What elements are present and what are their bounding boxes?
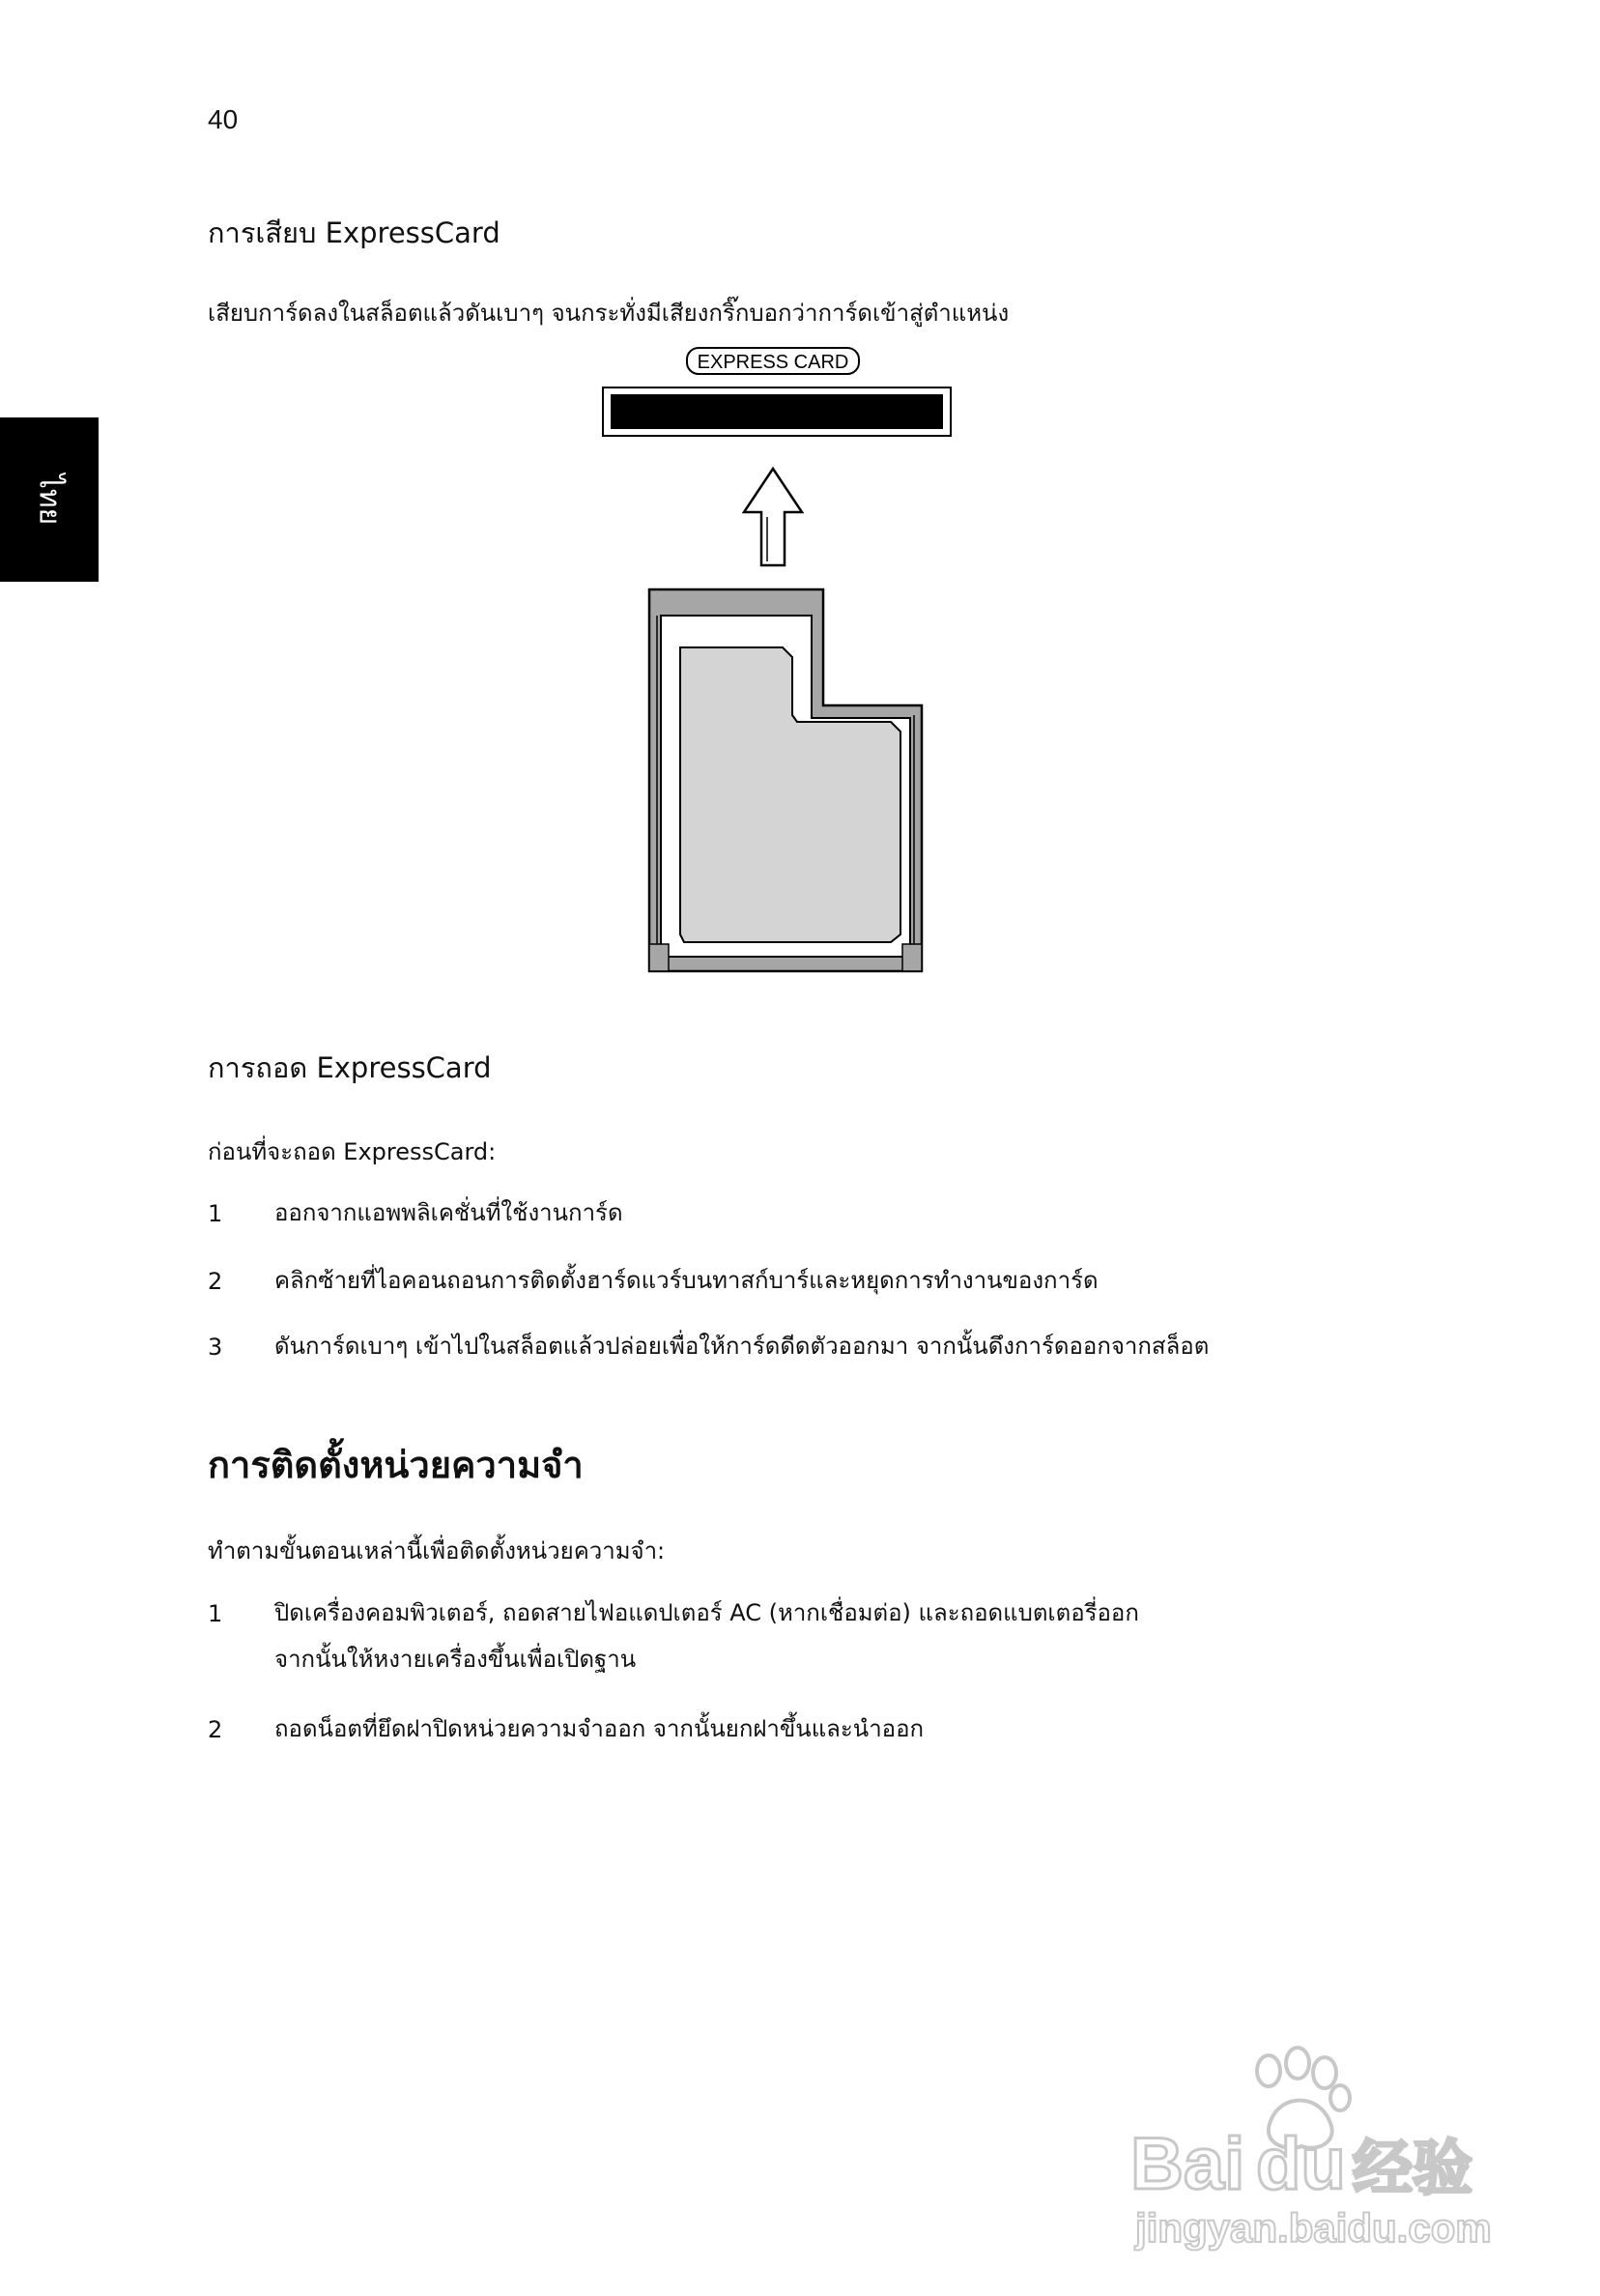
memory-step-number: 1	[208, 1600, 223, 1627]
expresscard-label-area	[680, 647, 900, 942]
language-tab	[0, 417, 99, 582]
watermark-brand-du: du	[1256, 2123, 1346, 2205]
remove-heading: การถอด ExpressCard	[208, 1051, 492, 1084]
slot-label: EXPRESS CARD	[697, 352, 849, 373]
remove-step-text: คลิกซ้ายที่ไอคอนถอนการติดตั้งฮาร์ดแวร์บนทาสก์บาร์และหยุดการทำงานของการ์ด	[274, 1267, 1099, 1294]
card-slot-opening	[611, 394, 943, 429]
page-number: 40	[208, 104, 239, 134]
remove-step-number: 3	[208, 1334, 223, 1361]
memory-step-number: 2	[208, 1716, 223, 1743]
baidu-watermark-logo	[1126, 2034, 1512, 2266]
memory-intro: ทำตามขั้นตอนเหล่านี้เพื่อติดตั้งหน่วยความจำ:	[208, 1537, 666, 1564]
memory-step-text: ถอดน็อตที่ยึดฝาปิดหน่วยความจำออก จากนั้นยกฝาขึ้นและนำออก	[274, 1715, 925, 1742]
remove-step-text: ดันการ์ดเบาๆ เข้าไปในสล็อตแล้วปล่อยเพื่อให้การ์ดดีดตัวออกมา จากนั้นดึงการ์ดออกจากสล็อต	[274, 1333, 1210, 1360]
watermark-cn: 经验	[1353, 2133, 1473, 2203]
insert-arrow-icon	[744, 469, 802, 565]
remove-step-text: ออกจากแอพพลิเคชั่นที่ใช้งานการ์ด	[274, 1199, 623, 1226]
insert-heading: การเสียบ ExpressCard	[208, 216, 500, 249]
remove-step-number: 1	[208, 1200, 223, 1227]
language-tab-label: ไทย	[32, 474, 67, 526]
remove-intro: ก่อนที่จะถอด ExpressCard:	[208, 1138, 497, 1165]
baidu-watermark	[1126, 2034, 1512, 2266]
insert-instruction: เสียบการ์ดลงในสล็อตแล้วดันเบาๆ จนกระทั่งมีเสียงกริ๊กบอกว่าการ์ดเข้าสู่ตำแหน่ง	[208, 300, 1010, 327]
watermark-url: jingyan.baidu.com	[1135, 2205, 1492, 2251]
expresscard-figure	[580, 343, 966, 981]
memory-step-text: ปิดเครื่องคอมพิวเตอร์, ถอดสายไฟอแดปเตอร์ AC (หากเชื่อมต่อ) และถอดแบตเตอรี่ออก	[274, 1599, 1139, 1626]
watermark-brand: Bai	[1130, 2123, 1245, 2205]
memory-step-text-continued: จากนั้นให้หงายเครื่องขึ้นเพื่อเปิดฐาน	[274, 1646, 637, 1673]
remove-step-number: 2	[208, 1268, 223, 1295]
expresscard-illustration	[580, 343, 966, 981]
memory-section-title: การติดตั้งหน่วยความจำ	[208, 1444, 584, 1486]
